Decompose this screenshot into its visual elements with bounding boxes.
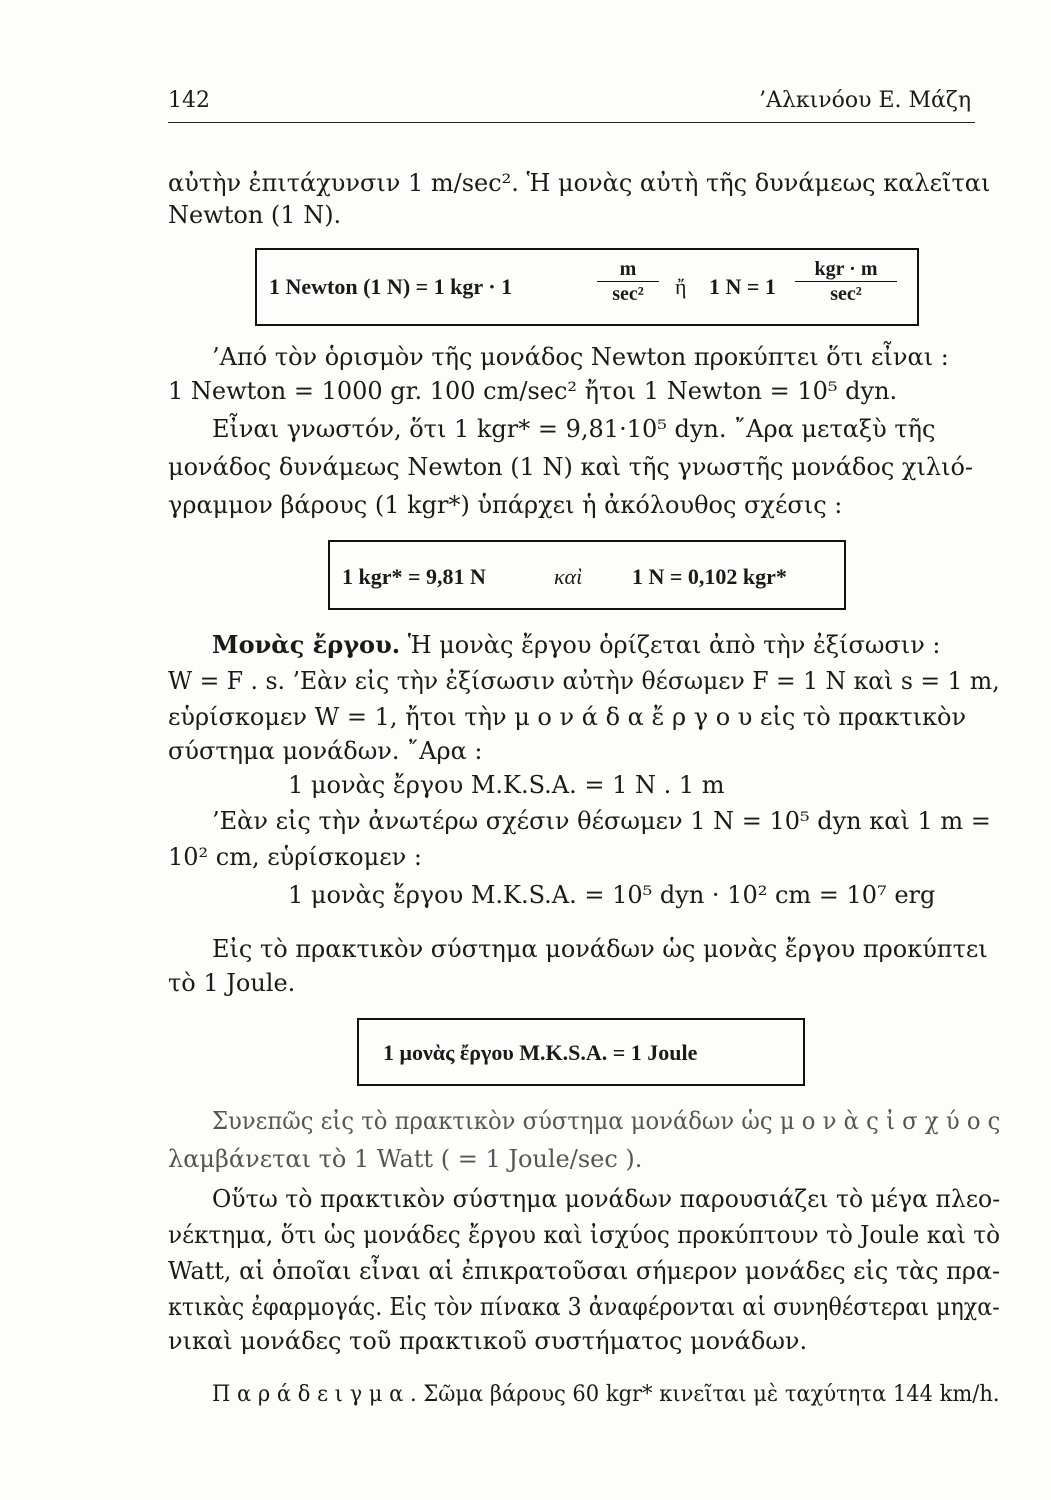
- page-number: 142: [168, 88, 210, 113]
- equation-line: 1 μονὰς ἔργου M.K.S.A. = 1 N . 1 m: [288, 771, 725, 799]
- text-line: κτικὰς ἐφαρμογάς. Εἰς τὸν πίνακα 3 ἀναφέρονται αἱ συνηθέστεραι μηχα-: [168, 1293, 1000, 1321]
- text-line: Watt, αἱ ὁποῖαι εἶναι αἱ ἐπικρατοῦσαι σήμερον μονάδες εἰς τὰς πρα-: [168, 1257, 1001, 1285]
- running-title: ’Αλκινόου Ε. Μάζη: [759, 88, 971, 113]
- fraction-denominator: sec²: [830, 283, 862, 305]
- joule-definition-box: [357, 1018, 805, 1086]
- fraction-bar: [795, 281, 897, 282]
- text-line: τὸ 1 Joule.: [168, 969, 296, 997]
- fraction-numerator: m: [619, 258, 637, 280]
- text-line: 1 Newton = 1000 gr. 100 cm/sec² ἤτοι 1 Newton = 10⁵ dyn.: [168, 377, 898, 405]
- text-line: λαμβάνεται τὸ 1 Watt ( = 1 Joule/sec ).: [168, 1145, 643, 1173]
- text-line: αὐτὴν ἐπιτάχυνσιν 1 m/sec². Ἡ μονὰς αὐτὴ τῆς δυνάμεως καλεῖται: [168, 169, 991, 197]
- text-line: W = F . s. ’Εὰν εἰς τὴν ἐξίσωσιν αὐτὴν θέσωμεν F = 1 N καὶ s = 1 m,: [168, 667, 1000, 695]
- equation-line: 1 μονὰς ἔργου M.K.S.A. = 10⁵ dyn · 10² cm = 10⁷ erg: [288, 881, 936, 909]
- text-line: σύστημα μονάδων. ῎Αρα :: [168, 737, 483, 765]
- text-line: Συνεπῶς εἰς τὸ πρακτικὸν σύστημα μονάδων ὡς μ ο ν ὰ ς ἰ σ χ ύ ο ς: [212, 1107, 1001, 1135]
- newton-definition-box: [255, 248, 919, 326]
- text-line: γραμμον βάρους (1 kgr*) ὑπάρχει ἡ ἀκόλουθος σχέσις :: [168, 491, 843, 519]
- fraction-kgr-m-over-sec2: [795, 258, 897, 305]
- text-line: ’Από τὸν ὁρισμὸν τῆς μονάδος Newton προκύπτει ὅτι εἶναι :: [212, 343, 949, 371]
- text-line: Newton (1 N).: [168, 201, 342, 229]
- joule-definition: 1 μονὰς ἔργου M.K.S.A. = 1 Joule: [383, 1040, 698, 1065]
- fraction-bar: [597, 281, 659, 282]
- text-line: Εἰς τὸ πρακτικὸν σύστημα μονάδων ὡς μονὰς ἔργου προκύπτει: [212, 935, 988, 963]
- text-line: [212, 630, 941, 660]
- fraction-m-over-sec2: [597, 258, 659, 305]
- text-line: εὑρίσκομεν W = 1, ἤτοι τὴν μ ο ν ά δ α ἔ ρ γ ο υ εἰς τὸ πρακτικὸν: [168, 703, 967, 731]
- example-line: Π α ρ ά δ ε ι γ μ α . Σῶμα βάρους 60 kgr* κινεῖται μὲ ταχύτητα 144 km/h.: [212, 1382, 1000, 1407]
- text-line: νέκτημα, ὅτι ὡς μονάδες ἔργου καὶ ἰσχύος προκύπτουν τὸ Joule καὶ τὸ: [168, 1221, 1001, 1249]
- relation-left: 1 kgr* = 9,81 N: [342, 564, 486, 589]
- text-line: Οὕτω τὸ πρακτικὸν σύστημα μονάδων παρουσιάζει τὸ μέγα πλεο-: [212, 1185, 1001, 1213]
- relation-right: 1 N = 0,102 kgr*: [632, 564, 787, 589]
- formula-rhs: 1 N = 1: [709, 274, 776, 299]
- heading-rest: Ἡ μονὰς ἔργου ὁρίζεται ἀπὸ τὴν ἐξίσωσιν :: [407, 631, 941, 659]
- and-word: καὶ: [554, 564, 583, 589]
- or-word: ἤ: [675, 274, 687, 299]
- text-line: Εἶναι γνωστόν, ὅτι 1 kgr* = 9,81·10⁵ dyn. ῎Αρα μεταξὺ τῆς: [212, 415, 936, 443]
- section-heading: Μονὰς ἔργου.: [212, 630, 401, 659]
- text-line: ’Εὰν εἰς τὴν ἀνωτέρω σχέσιν θέσωμεν 1 N = 10⁵ dyn καὶ 1 m =: [212, 807, 991, 835]
- text-line: νικαὶ μονάδες τοῦ πρακτικοῦ συστήματος μονάδων.: [168, 1327, 808, 1355]
- formula-lhs: 1 Newton (1 N) = 1 kgr · 1: [269, 274, 513, 299]
- fraction-numerator: kgr · m: [814, 258, 878, 280]
- text-line: μονάδος δυνάμεως Newton (1 N) καὶ τῆς γνωστῆς μονάδος χιλιό-: [168, 453, 974, 481]
- header-rule: [168, 122, 975, 123]
- fraction-denominator: sec²: [612, 283, 644, 305]
- kgr-newton-relation-box: [328, 540, 846, 610]
- text-line: 10² cm, εὑρίσκομεν :: [168, 843, 422, 871]
- page-header: [168, 88, 971, 118]
